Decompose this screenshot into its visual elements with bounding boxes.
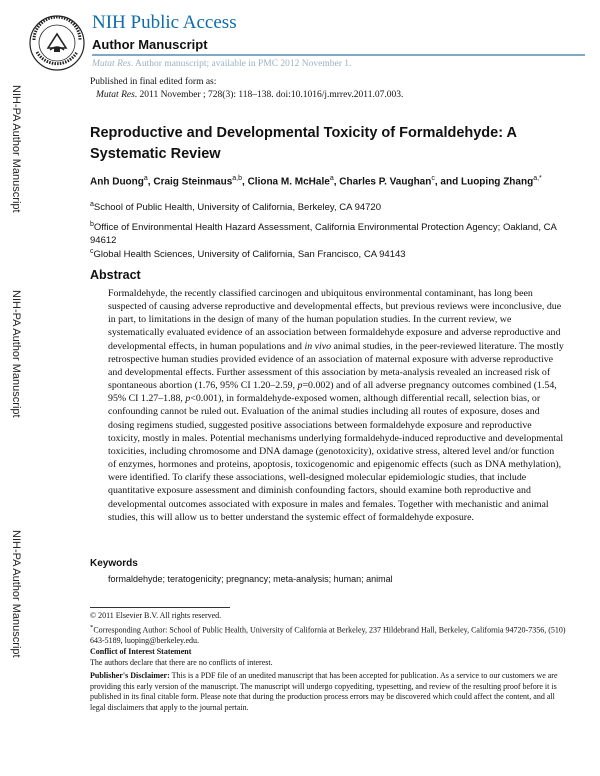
header-divider bbox=[92, 54, 585, 56]
affiliation-mark: c bbox=[90, 248, 94, 255]
conflict-statement: The authors declare that there are no conflicts of interest. bbox=[90, 658, 273, 667]
footnote-divider bbox=[90, 607, 230, 608]
affiliation-text: Office of Environmental Health Hazard Assessment, California Environmental Protection Agency; Oakland, CA 94612 bbox=[90, 222, 557, 247]
author-affiliation-mark: a,b bbox=[232, 175, 242, 182]
keywords-heading: Keywords bbox=[90, 558, 138, 569]
author-name: Luoping Zhang bbox=[460, 176, 534, 188]
copyright-notice: © 2011 Elsevier B.V. All rights reserved. bbox=[90, 611, 222, 620]
manuscript-label: Author Manuscript bbox=[92, 37, 208, 52]
abstract-heading: Abstract bbox=[90, 268, 141, 282]
publisher-disclaimer: Publisher's Disclaimer: This is a PDF file of an unedited manuscript that has been accepted for publication. As a service to our customers we are providing this early version of the manuscript. The manuscript will undergo copyediting, typesetting, and review of the resulting proof before it is published in its final citable form. Please note that during the production process errors may be discovered which could affect the content, and all legal disclaimers that apply to the journal pertain. bbox=[90, 671, 558, 712]
availability-text: . Author manuscript; available in PMC 2012 November 1. bbox=[130, 59, 352, 69]
availability-note bbox=[92, 59, 351, 69]
availability-journal: Mutat Res bbox=[92, 59, 131, 69]
access-title: NIH Public Access bbox=[92, 12, 237, 33]
citation bbox=[96, 90, 403, 100]
author-list: Anh Duong$^a$, Craig Steinmaus$^{a,b}$, Cliona M. McHale$^a$, Charles P. Vaughan$^c$, and Luoping Zhang$^{a,*}$ bbox=[90, 175, 542, 188]
affiliation-text: School of Public Health, University of California, Berkeley, CA 94720 bbox=[93, 202, 381, 214]
abstract-text: Formaldehyde, the recently classified carcinogen and ubiquitous environmental contaminant, has long been suspected of causing adverse reproductive and developmental effects, but previous reviews were inconclusive, due in part, to limitations in the design of many of the human population studies. In the current review, we systematically evaluated evidence of an association between formaldehyde exposure and adverse reproductive and developmental effects, in human populations and in vivo animal studies, in the peer-reviewed literature. The mostly retrospective human studies provided evidence of an association of maternal exposure with adverse reproductive and developmental effects. Further assessment of this association by meta-analysis revealed an increased risk of spontaneous abortion (1.76, 95% CI 1.20–2.59, p=0.002) and of all adverse pregnancy outcomes combined (1.54, 95% CI 1.27–1.88, p<0.001), in formaldehyde-exposed women, although differential recall, selection bias, or confounding cannot be ruled out. Evaluation of the animal studies including all routes of exposure, doses and dosing regimens studied, suggested positive associations between formaldehyde exposure and reproductive toxicity, mostly in males. Potential mechanisms underlying formaldehyde-induced reproductive and developmental toxicities, including chromosome and DNA damage (genotoxicity), oxidative stress, altered level and/or function of enzymes, hormones and proteins, apoptosis, toxicogenomic and epigenomic effects (such as DNA methylation), were identified. To clarify these associations, well-designed molecular epidemiologic studies, that include quantitative exposure assessment and diminish confounding factors, should examine both reproductive and developmental outcomes associated with exposure in males and females. Together with mechanistic and animal studies, this will allow us to better understand the systemic effect of formaldehyde exposure. bbox=[108, 288, 564, 523]
citation-journal: Mutat Res bbox=[96, 90, 135, 100]
side-label-top: NIH-PA Author Manuscript bbox=[10, 85, 22, 213]
author-name: Craig Steinmaus bbox=[153, 176, 233, 188]
affiliation bbox=[90, 218, 560, 247]
affiliation bbox=[90, 198, 560, 214]
article-title: Reproductive and Developmental Toxicity of Formaldehyde: A Systematic Review bbox=[90, 125, 517, 162]
side-label-bottom: NIH-PA Author Manuscript bbox=[10, 530, 22, 658]
author-name: Charles P. Vaughan bbox=[339, 176, 432, 188]
side-label-middle: NIH-PA Author Manuscript bbox=[10, 290, 22, 418]
author-affiliation-mark: c bbox=[431, 175, 435, 182]
author-affiliation-mark: a bbox=[329, 175, 334, 182]
citation-details: . 2011 November ; 728(3): 118–138. doi:10.1016/j.mrrev.2011.07.003. bbox=[134, 90, 404, 100]
affiliation-mark: a bbox=[90, 201, 94, 208]
affiliation-text: Global Health Sciences, University of California, San Francisco, CA 94143 bbox=[93, 249, 406, 261]
affiliation bbox=[90, 245, 560, 261]
conflict-heading: Conflict of Interest Statement bbox=[90, 647, 192, 656]
published-label: Published in final edited form as: bbox=[90, 77, 217, 87]
author-name: Anh Duong bbox=[90, 176, 144, 188]
nih-logo bbox=[28, 14, 86, 72]
keywords-list: formaldehyde; teratogenicity; pregnancy; meta-analysis; human; animal bbox=[108, 574, 393, 584]
affiliation-mark: b bbox=[90, 221, 94, 228]
author-affiliation-mark: a,* bbox=[533, 175, 542, 182]
corresponding-author: *Corresponding Author: School of Public Health, University of California at Berkeley, 237 Hildebrand Hall, Berkeley, California 94720-7356, (510) 643-5189, luoping@berkeley.edu. bbox=[90, 624, 566, 646]
author-conjunction: and bbox=[440, 176, 459, 188]
author-affiliation-mark: a bbox=[143, 175, 148, 182]
author-name: Cliona M. McHale bbox=[247, 176, 330, 188]
